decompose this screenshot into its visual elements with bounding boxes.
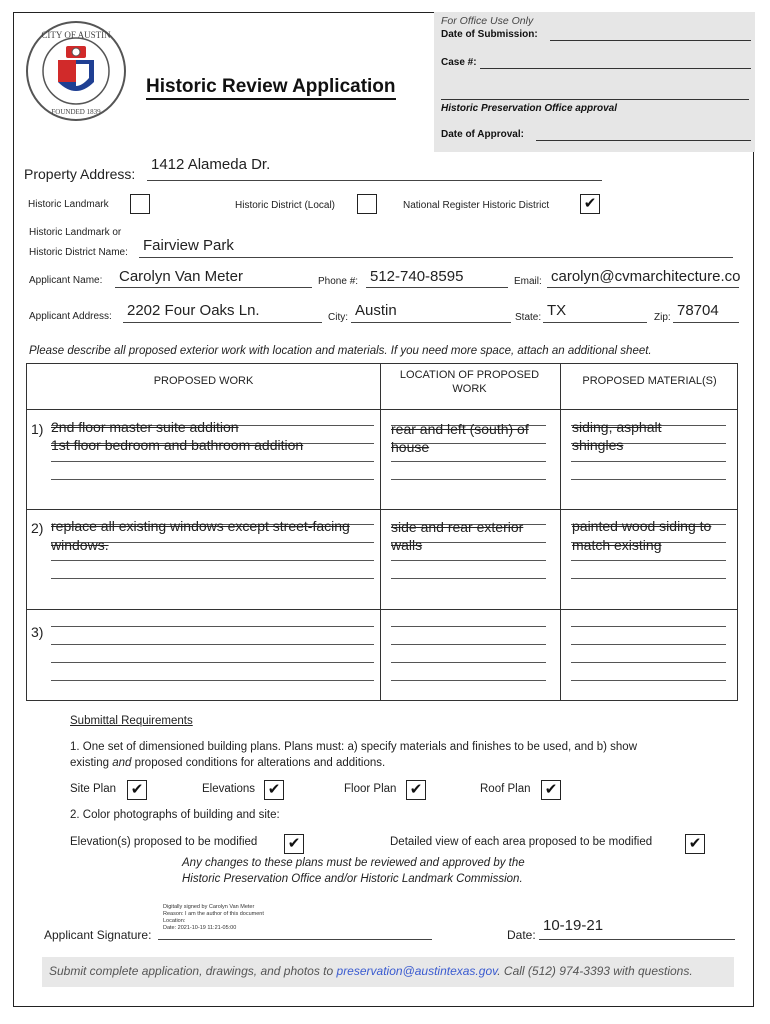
zip-line [673,322,739,323]
landmark-name-line [139,257,733,258]
case-label: Case #: [441,57,477,68]
signature-label: Applicant Signature: [44,928,152,942]
row1-location-line2[interactable]: house [391,439,430,455]
detailed-view-checkbox[interactable]: ✔ [685,834,705,854]
notice-line2: Historic Preservation Office and/or Historic Landmark Commission. [182,873,523,885]
page-title: Historic Review Application [146,76,396,100]
applicant-address-line [123,322,322,323]
submittal-heading: Submittal Requirements [70,715,193,727]
digital-signature-line2: Reason: I am the author of this document [163,911,264,917]
state-label: State: [515,312,542,323]
landmark-name-label-1: Historic Landmark or [29,227,122,238]
elevations-proposed-label: Elevation(s) proposed to be modified [70,836,258,848]
historic-district-checkbox[interactable] [357,194,377,214]
elevations-checkbox[interactable]: ✔ [264,780,284,800]
property-address-label: Property Address: [24,166,136,182]
date-approval-label: Date of Approval: [441,129,524,140]
seal-bottom-text: FOUNDED 1839 [51,108,101,116]
property-address-line [147,180,602,181]
landmark-name-value[interactable]: Fairview Park [143,237,234,254]
col-header-work: PROPOSED WORK [153,375,254,387]
date-submission-label: Date of Submission: [441,29,538,40]
row-number: 1) [31,421,44,437]
case-field[interactable] [480,68,751,69]
row1-material-line2[interactable]: shingles [572,437,624,453]
roof-plan-checkbox[interactable]: ✔ [541,780,561,800]
floor-plan-label: Floor Plan [344,783,397,795]
applicant-address-value[interactable]: 2202 Four Oaks Ln. [127,302,260,319]
row-number: 3) [31,624,44,640]
col-header-material: PROPOSED MATERIAL(S) [582,375,717,387]
floor-plan-checkbox[interactable]: ✔ [406,780,426,800]
landmark-name-label-2: Historic District Name: [29,247,128,258]
email-value[interactable]: carolyn@cvmarchitecture.co [551,268,741,285]
phone-value[interactable]: 512-740-8595 [370,268,464,285]
submittal-item1-line2: existing and proposed conditions for alterations and additions. [70,757,386,769]
phone-line [366,287,508,288]
national-register-label: National Register Historic District [403,200,550,211]
signature-date-line [539,939,735,940]
footer-email-link[interactable]: preservation@austintexas.gov [336,964,498,978]
proposed-work-table [26,363,738,701]
office-blank-line[interactable] [441,99,749,100]
national-register-checkbox[interactable]: ✔ [580,194,600,214]
row-number: 2) [31,520,44,536]
historic-landmark-label: Historic Landmark [28,199,109,210]
city-value[interactable]: Austin [355,302,397,319]
digital-signature-line4: Date: 2021-10-19 11:21-05:00 [163,925,237,931]
office-use-heading: For Office Use Only [441,15,534,27]
phone-label: Phone #: [318,276,359,287]
detailed-view-label: Detailed view of each area proposed to be modified [390,836,653,848]
footer-text-before: Submit complete application, drawings, and photos to [49,964,337,978]
approval-heading: Historic Preservation Office approval [441,103,617,114]
row2-work-line1[interactable]: replace all existing windows except street-facing [51,518,350,534]
city-seal-icon [25,20,127,122]
digital-signature-line3: Location: [163,918,186,924]
date-approval-field[interactable] [536,140,751,141]
applicant-name-line [115,287,312,288]
row2-material-line2[interactable]: match existing [572,537,662,553]
row2-location-line1[interactable]: side and rear exterior [391,519,524,535]
date-submission-field[interactable] [550,40,751,41]
email-line [547,287,739,288]
elevations-proposed-checkbox[interactable]: ✔ [284,834,304,854]
applicant-name-value[interactable]: Carolyn Van Meter [119,268,243,285]
submittal-item1-line1: 1. One set of dimensioned building plans. Plans must: a) specify materials and finishes to be used, and b) show [70,741,638,753]
roof-plan-label: Roof Plan [480,783,531,795]
digital-signature-line1: Digitally signed by Carolyn Van Meter [163,904,255,910]
email-label: Email: [514,276,542,287]
site-plan-label: Site Plan [70,783,117,795]
notice-line1: Any changes to these plans must be reviewed and approved by the [182,857,525,869]
row1-work-line1[interactable]: 2nd floor master suite addition [51,419,239,435]
submittal-item2: 2. Color photographs of building and site: [70,809,280,821]
state-line [543,322,647,323]
work-instructions: Please describe all proposed exterior work with location and materials. If you need more space, attach an additional sheet. [29,345,652,357]
row1-work-line2[interactable]: 1st floor bedroom and bathroom addition [51,437,304,453]
zip-value[interactable]: 78704 [677,302,719,319]
signature-date-label: Date: [507,928,536,942]
col-header-location: LOCATION OF PROPOSED WORK [399,369,540,395]
signature-date-value[interactable]: 10-19-21 [543,917,604,934]
zip-label: Zip: [654,312,671,323]
row2-work-line2[interactable]: windows. [51,537,109,553]
city-line [351,322,511,323]
footer-text-after: . Call (512) 974-3393 with questions. [497,964,693,978]
historic-landmark-checkbox[interactable] [130,194,150,214]
row1-location-line1[interactable]: rear and left (south) of [391,421,529,437]
historic-district-label: Historic District (Local) [235,200,336,211]
city-label: City: [328,312,348,323]
elevations-label: Elevations [202,783,256,795]
footer-banner [42,957,734,987]
state-value[interactable]: TX [547,302,567,319]
property-address-value[interactable]: 1412 Alameda Dr. [151,156,271,173]
applicant-name-label: Applicant Name: [29,275,103,286]
site-plan-checkbox[interactable]: ✔ [127,780,147,800]
row2-location-line2[interactable]: walls [391,537,423,553]
row1-material-line1[interactable]: siding, asphalt [572,419,662,435]
signature-line[interactable] [158,939,432,940]
applicant-address-label: Applicant Address: [29,311,112,322]
seal-top-text: CITY OF AUSTIN [41,30,111,40]
row2-material-line1[interactable]: painted wood siding to [572,518,712,534]
office-use-panel [434,12,755,152]
